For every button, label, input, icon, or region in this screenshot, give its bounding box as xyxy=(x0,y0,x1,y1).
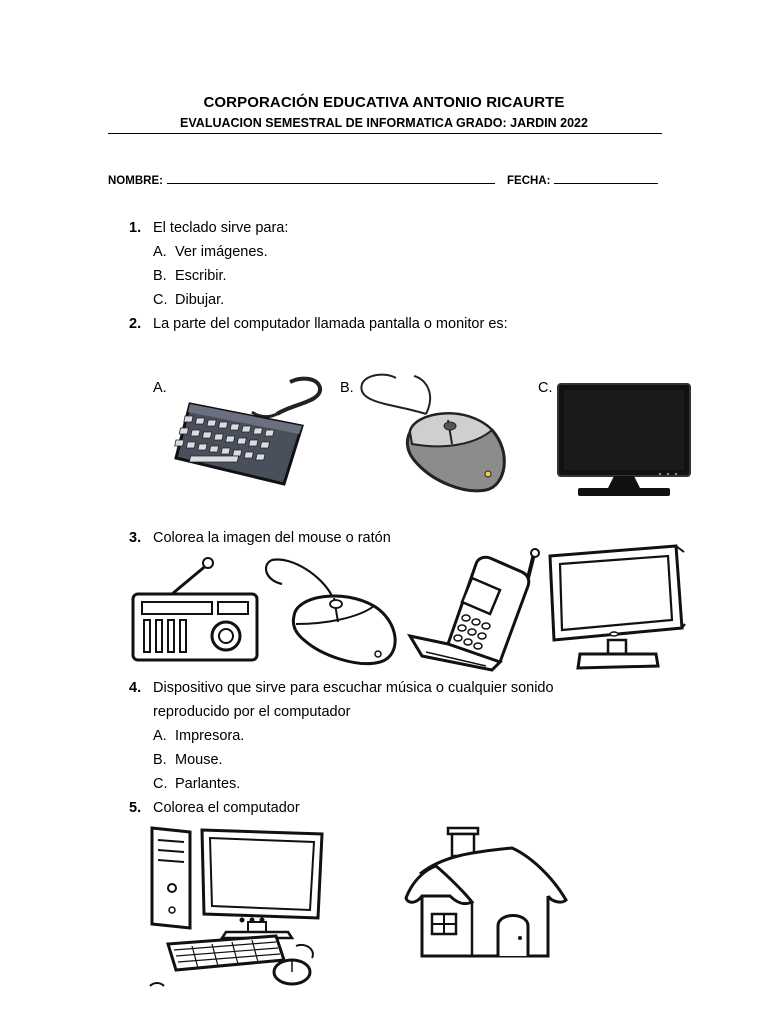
header-divider xyxy=(108,133,662,134)
image-option-c[interactable]: C. xyxy=(538,380,553,396)
option-a[interactable]: A. Impresora. xyxy=(153,728,245,744)
name-label: NOMBRE: xyxy=(108,175,163,187)
question-text-line-1: Dispositivo que sirve para escuchar música o cualquier sonido xyxy=(153,680,554,696)
date-field[interactable] xyxy=(507,172,658,187)
option-c[interactable]: C. Dibujar. xyxy=(153,292,225,308)
image-option-a[interactable]: A. xyxy=(153,380,167,396)
question-number: 5. xyxy=(129,800,142,816)
house-icon[interactable] xyxy=(402,826,570,960)
question-text: Colorea el computador xyxy=(153,800,300,816)
question-number: 4. xyxy=(129,680,142,696)
option-a[interactable]: A. Ver imágenes. xyxy=(153,244,268,260)
option-b[interactable]: B. Escribir. xyxy=(153,268,227,284)
mouse-icon[interactable] xyxy=(262,552,404,670)
mouse-icon[interactable] xyxy=(356,374,510,496)
monitor-icon[interactable] xyxy=(556,382,694,504)
cellphone-icon[interactable] xyxy=(404,548,542,672)
keyboard-icon[interactable] xyxy=(172,374,332,492)
option-b[interactable]: B. Mouse. xyxy=(153,752,223,768)
school-title: CORPORACIÓN EDUCATIVA ANTONIO RICAURTE xyxy=(203,94,565,111)
date-label: FECHA: xyxy=(507,175,551,187)
name-line[interactable] xyxy=(167,172,495,184)
image-option-b[interactable]: B. xyxy=(340,380,354,396)
exam-subtitle: EVALUACION SEMESTRAL DE INFORMATICA GRADO: JARDIN 2022 xyxy=(180,116,588,130)
question-number: 3. xyxy=(129,530,142,546)
monitor-icon[interactable] xyxy=(548,544,686,672)
question-text: La parte del computador llamada pantalla o monitor es: xyxy=(153,316,508,332)
date-line[interactable] xyxy=(554,172,658,184)
name-field[interactable] xyxy=(108,172,495,187)
question-text-line-2: reproducido por el computador xyxy=(153,704,351,720)
question-number: 1. xyxy=(129,220,142,236)
option-c[interactable]: C. Parlantes. xyxy=(153,776,241,792)
question-text: Colorea la imagen del mouse o ratón xyxy=(153,530,391,546)
radio-icon[interactable] xyxy=(130,556,262,668)
question-number: 2. xyxy=(129,316,142,332)
question-text: El teclado sirve para: xyxy=(153,220,289,236)
desktop-computer-icon[interactable] xyxy=(146,826,328,990)
